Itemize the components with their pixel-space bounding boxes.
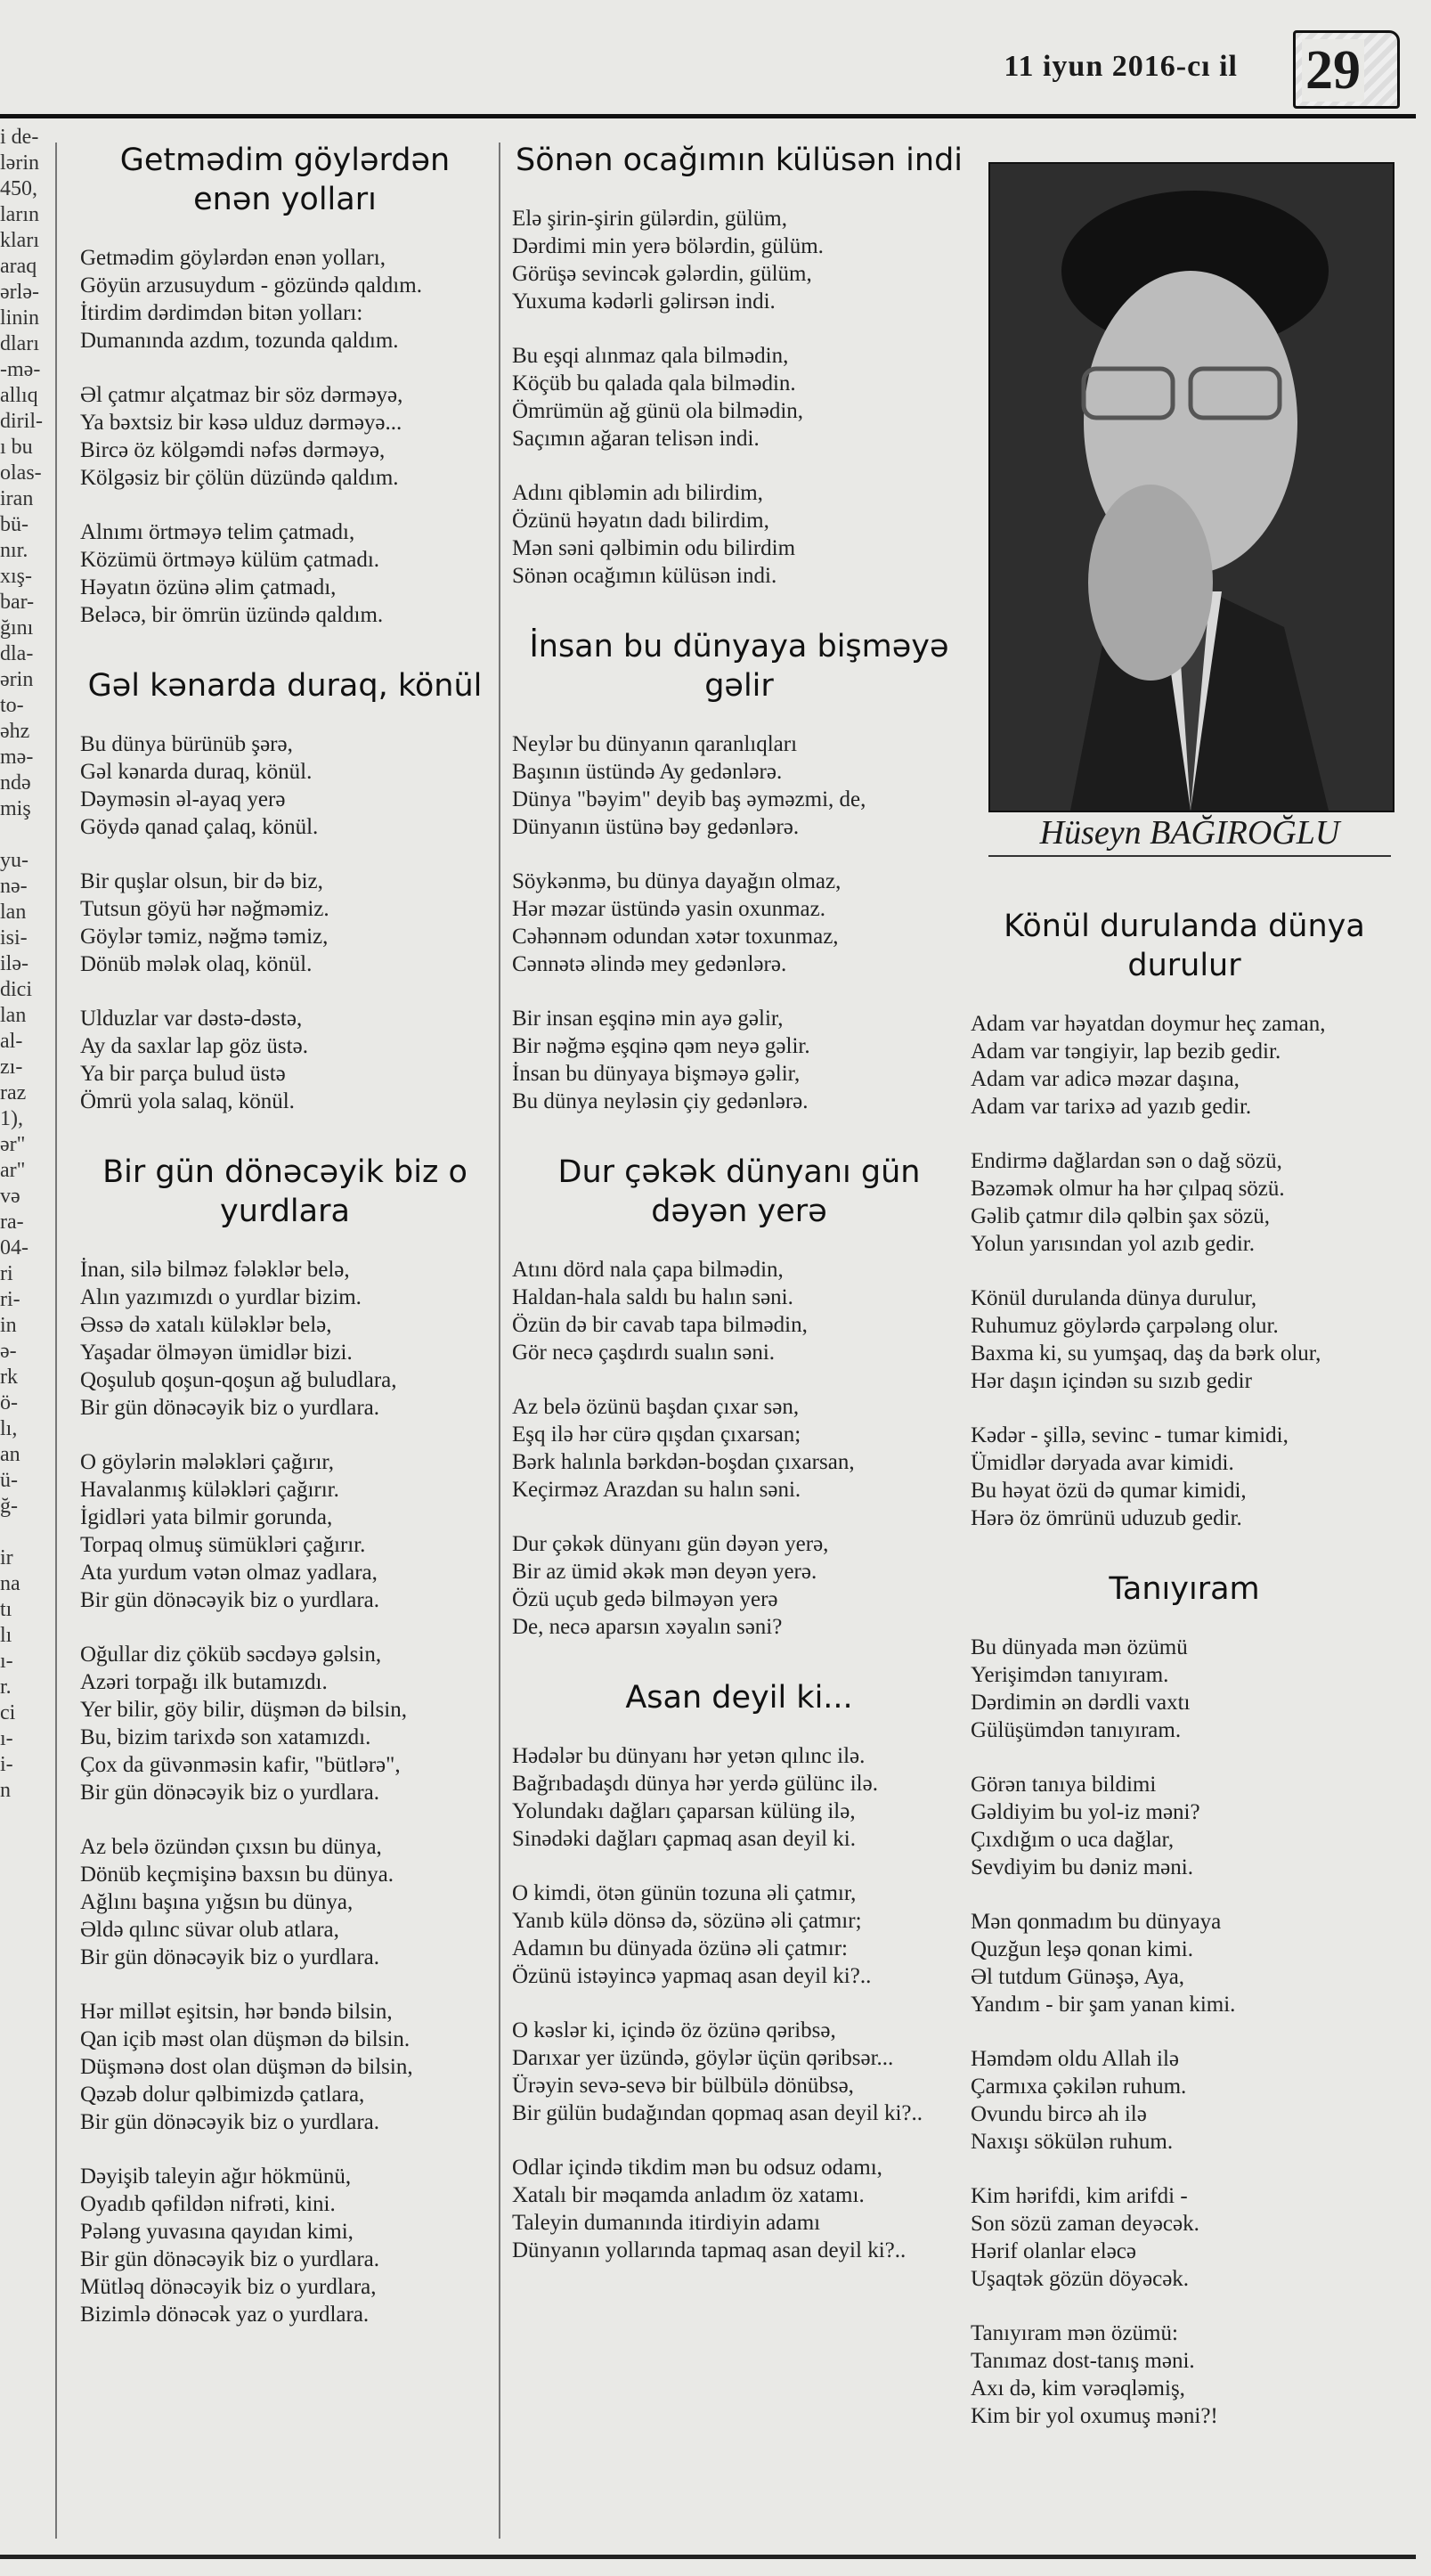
- fragment-line: ra-: [0, 1211, 24, 1234]
- poem-line: Ay da saxlar lap göz üstə.: [80, 1034, 308, 1058]
- poem-line: Adam var adicə məzar daşına,: [971, 1067, 1240, 1091]
- poem-line: Göylər təmiz, nəğmə təmiz,: [80, 925, 329, 949]
- stanza: [512, 1879, 966, 1990]
- fragment-line: ir: [0, 1546, 13, 1569]
- poem-line: Kim bir yol oxumuş məni?!: [971, 2404, 1218, 2428]
- poem-line: Dərdimin ən dərdli vaxtı: [971, 1691, 1191, 1715]
- poem-line: Alın yazımızdı o yurdlar bizim.: [80, 1285, 362, 1309]
- poem-title: Sönən ocağımın külüsən indi: [515, 143, 963, 178]
- fragment-line: allıq: [0, 384, 38, 407]
- fragment-line: [0, 1855, 49, 1881]
- stanza: [80, 1833, 490, 1971]
- poem-line: Atını dörd nala çapa bilmədin,: [512, 1258, 784, 1282]
- stanza: [971, 2045, 1398, 2156]
- poem-title: Getmədim göylərdən enən yolları: [119, 143, 451, 217]
- fragment-line: raz: [0, 1081, 27, 1105]
- fragment-line: in: [0, 1314, 17, 1337]
- poem-line: Tutsun göyü hər nəğməmiz.: [80, 897, 329, 921]
- stanza: [971, 1634, 1398, 1744]
- fragment-line: ərlə-: [0, 281, 39, 304]
- fragment-line: kları: [0, 229, 39, 252]
- poem: [512, 627, 966, 1115]
- footer-rule: [0, 2555, 1416, 2559]
- stanza: [80, 1448, 490, 1614]
- fragment-line: olas-: [0, 461, 42, 485]
- stanza: [512, 1393, 966, 1504]
- poem-line: Oyadıb qəfildən nifrəti, kini.: [80, 2192, 336, 2216]
- poem-line: Keçirməz Arazdan su halın səni.: [512, 1478, 801, 1502]
- poem-line: Başının üstündə Ay gedənlərə.: [512, 760, 783, 784]
- adjacent-column-fragment: [0, 125, 49, 2547]
- poem: [512, 1153, 966, 1641]
- poem-title: Tanıyıram: [1109, 1571, 1260, 1607]
- header-rule: [0, 114, 1416, 118]
- poem-line: Saçımın ağaran telisən indi.: [512, 427, 760, 451]
- stanza: [512, 342, 966, 452]
- poem-line: Torpaq olmuş sümükləri çağırır.: [80, 1533, 366, 1557]
- poem-line: Kədər - şillə, sevinc - tumar kimidi,: [971, 1423, 1289, 1447]
- poem-column-left: [80, 125, 490, 2366]
- poem-line: Axı də, kim vərəqləmiş,: [971, 2376, 1185, 2401]
- fragment-line: əhz: [0, 720, 30, 743]
- stanza: [512, 479, 966, 590]
- poem-line: Bir gün dönəcəyik biz o yurdlara.: [80, 1396, 380, 1420]
- poem: [80, 141, 490, 629]
- poem-line: O kimdi, ötən günün tozuna əli çatmır,: [512, 1881, 857, 1905]
- poem-line: Beləcə, bir ömrün üzündə qaldım.: [80, 603, 384, 627]
- poem-line: İnan, silə bilməz fələklər belə,: [80, 1258, 350, 1282]
- fragment-line: ilə-: [0, 952, 28, 975]
- stanza: [80, 1998, 490, 2136]
- fragment-line: -mə-: [0, 358, 41, 381]
- poem-line: Söykənmə, bu dünya dayağın olmaz,: [512, 869, 842, 893]
- poem-line: Dumanında azdım, tozunda qaldım.: [80, 329, 399, 353]
- poem-line: Gülüşümdən tanıyıram.: [971, 1718, 1182, 1742]
- poem-line: Özün də bir cavab tapa bilmədin,: [512, 1313, 808, 1337]
- fragment-line: 04-: [0, 1236, 28, 1259]
- poem-line: Çıxdığım o uca dağlar,: [971, 1828, 1175, 1852]
- fragment-line: lərin: [0, 151, 39, 175]
- fragment-line: r.: [0, 1675, 12, 1699]
- poem-title: Könül durulanda dünya durulur: [1004, 909, 1365, 983]
- poem-line: Ağlını başına yığsın bu dünya,: [80, 1890, 354, 1914]
- poem-line: Gəlib çatmır dilə qəlbin şax sözü,: [971, 1204, 1271, 1228]
- fragment-line: an: [0, 1443, 20, 1466]
- fragment-line: ı bu: [0, 436, 33, 459]
- poem-line: Bir gün dönəcəyik biz o yurdlara.: [80, 2110, 380, 2134]
- poem-line: Çox da güvənməsin kafir, "bütlərə",: [80, 1753, 401, 1777]
- fragment-line: ı-: [0, 1727, 13, 1750]
- poem-line: Bir quşlar olsun, bir də biz,: [80, 869, 323, 893]
- poem-line: Əssə də xatalı küləklər belə,: [80, 1313, 332, 1337]
- fragment-line: [0, 2088, 49, 2114]
- fragment-line: iran: [0, 487, 34, 510]
- stanza: [512, 868, 966, 978]
- stanza: [971, 1908, 1398, 2018]
- fragment-line: i-: [0, 1753, 13, 1776]
- fragment-line: [0, 1804, 49, 1830]
- stanza: [971, 1147, 1398, 1258]
- poem-line: Adam var təngiyir, lap bezib gedir.: [971, 1039, 1281, 1064]
- fragment-line: diril-: [0, 410, 43, 433]
- poem-line: Bir gün dönəcəyik biz o yurdlara.: [80, 1588, 380, 1612]
- poem-line: Hərə öz ömrünü uduzub gedir.: [971, 1506, 1242, 1530]
- fragment-line: na: [0, 1572, 20, 1595]
- poem-line: Dəyişib taleyin ağır hökmünü,: [80, 2164, 352, 2189]
- poem-line: Hər məzar üstündə yasin oxunmaz.: [512, 897, 825, 921]
- fragment-line: tı: [0, 1598, 12, 1621]
- fragment-line: i de-: [0, 126, 39, 149]
- poem-line: Ata yurdum vətən olmaz yadlara,: [80, 1561, 378, 1585]
- poem-line: Endirmə dağlardan sən o dağ sözü,: [971, 1149, 1282, 1173]
- poem-line: Yer bilir, göy bilir, düşmən də bilsin,: [80, 1698, 407, 1722]
- poem-line: Qan içib məst olan düşmən də bilsin.: [80, 2027, 411, 2051]
- poem-line: Ömrümün ağ günü ola bilmədin,: [512, 399, 804, 423]
- poem-line: Gəldiyim bu yol-iz məni?: [971, 1800, 1200, 1824]
- poem-line: Dönüb keçmişinə baxsın bu dünya.: [80, 1863, 394, 1887]
- poem-line: Ovundu bircə ah ilə: [971, 2102, 1147, 2126]
- fragment-line: [0, 1830, 49, 1855]
- poem-line: Hərif olanlar eləcə: [971, 2239, 1136, 2263]
- poem-line: Kim hərifdi, kim arifdi -: [971, 2184, 1188, 2208]
- fragment-line: rk: [0, 1365, 18, 1389]
- fragment-line: yu-: [0, 849, 28, 872]
- poem-line: Sinədəki dağları çapmaq asan deyil ki.: [512, 1827, 856, 1851]
- fragment-line: to-: [0, 694, 24, 717]
- poem-line: Haldan-hala saldı bu halın səni.: [512, 1285, 793, 1309]
- fragment-line: 450,: [0, 177, 37, 200]
- fragment-line: al-: [0, 1030, 23, 1053]
- poem-line: Özünü istəyincə yapmaq asan deyil ki?..: [512, 1964, 872, 1988]
- poem-line: Adamın bu dünyada özünə əli çatmır:: [512, 1936, 848, 1961]
- poem-line: Hər daşın içindən su sızıb gedir: [971, 1369, 1252, 1393]
- poem-line: Közümü örtməyə külüm çatmadı.: [80, 548, 380, 572]
- stanza: [512, 1005, 966, 1115]
- poem-column-right: [971, 891, 1398, 2467]
- fragment-line: lan: [0, 901, 27, 924]
- fragment-line: ndə: [0, 771, 31, 795]
- fragment-line: [0, 1520, 49, 1545]
- poem-line: Bərk halınla bərkdən-boşdan çıxarsan,: [512, 1450, 855, 1474]
- fragment-line: ğ-: [0, 1495, 18, 1518]
- poem-line: Yaşadar ölməyən ümidlər bizi.: [80, 1341, 353, 1365]
- poem-line: Odlar içində tikdim mən bu odsuz odamı,: [512, 2156, 882, 2180]
- poem-line: Gəl kənarda duraq, könül.: [80, 760, 313, 784]
- poem-line: O kəslər ki, içində öz özünə qəribsə,: [512, 2018, 836, 2042]
- poem: [512, 141, 966, 590]
- poem-line: Bir nəğmə eşqinə qəm neyə gəlir.: [512, 1034, 810, 1058]
- poem-line: Həyatın özünə əlim çatmadı,: [80, 575, 337, 599]
- poem-line: Ya bəxtsiz bir kəsə ulduz dərməyə...: [80, 411, 402, 435]
- fragment-line: 1),: [0, 1107, 23, 1130]
- poem-line: Dünyanın yollarında tapmaq asan deyil ki?..: [512, 2238, 907, 2262]
- poem-line: Cənnətə əlində mey gedənlərə.: [512, 952, 787, 976]
- poem-line: Uşaqtək gözün döyəcək.: [971, 2267, 1190, 2291]
- poem-line: Görən tanıya bildimi: [971, 1773, 1157, 1797]
- poem-line: Bu həyat özü də qumar kimidi,: [971, 1479, 1247, 1503]
- poem-line: Az belə özünü başdan çıxar sən,: [512, 1395, 800, 1419]
- poem-line: Qoşulub qoşun-qoşun ağ buludlara,: [80, 1368, 397, 1392]
- poem-line: Tanıyıram mən özümü:: [971, 2321, 1178, 2345]
- fragment-line: nır.: [0, 539, 28, 562]
- poem-line: Hər millət eşitsin, hər bəndə bilsin,: [80, 2000, 393, 2024]
- fragment-line: lan: [0, 1004, 27, 1027]
- fragment-line: [0, 2010, 49, 2036]
- poem-line: Bizimlə dönəcək yaz o yurdlara.: [80, 2303, 370, 2327]
- poem-line: İgidləri yata bilmir gorunda,: [80, 1505, 333, 1529]
- poem-line: Sevdiyim bu dəniz məni.: [971, 1855, 1193, 1879]
- poem-line: Bir gün dönəcəyik biz o yurdlara.: [80, 1781, 380, 1805]
- poem-line: Mən qonmadım bu dünyaya: [971, 1910, 1222, 1934]
- poem-title: Dur çəkək dünyanı gün dəyən yerə: [557, 1154, 921, 1229]
- fragment-line: ci: [0, 1701, 16, 1724]
- fragment-line: lı: [0, 1624, 12, 1647]
- column-divider: [55, 143, 57, 2539]
- stanza: [512, 2017, 966, 2127]
- fragment-line: araq: [0, 255, 37, 278]
- poem-line: İtirdim dərdimdən bitən yolları:: [80, 301, 363, 325]
- fragment-line: [0, 2062, 49, 2088]
- fragment-line: ri: [0, 1262, 13, 1285]
- poem-line: Ruhumuz göylərdə çarpələng olur.: [971, 1314, 1279, 1338]
- stanza: [80, 730, 490, 841]
- stanza: [512, 1530, 966, 1641]
- poem-line: Yanıb külə dönsə də, sözünə əli çatmır;: [512, 1909, 862, 1933]
- issue-date: 11 iyun 2016-cı il: [1004, 50, 1238, 83]
- fragment-line: [0, 1881, 49, 1907]
- poem-line: Xatalı bir məqamda anladım öz xatamı.: [512, 2183, 865, 2207]
- poem: [971, 1569, 1398, 2430]
- poem-line: Özü uçub gedə bilməyən yerə: [512, 1587, 778, 1611]
- poem-line: Dünya "bəyim" deyib baş əyməzmi, de,: [512, 787, 866, 811]
- poem-line: Düşmənə dost olan düşmən də bilsin,: [80, 2055, 413, 2079]
- fragment-line: [0, 1933, 49, 1959]
- fragment-line: ri-: [0, 1288, 20, 1311]
- poem-line: Yolun yarısından yol azıb gedir.: [971, 1232, 1255, 1256]
- fragment-line: dici: [0, 978, 32, 1001]
- fragment-line: linin: [0, 306, 40, 330]
- stanza: [80, 381, 490, 492]
- poem-line: Mütləq dönəcəyik biz o yurdlara,: [80, 2275, 377, 2299]
- poem-line: Quzğun leşə qonan kimi.: [971, 1937, 1193, 1961]
- poem: [512, 1678, 966, 2264]
- poem-line: Havalanmış küləkləri çağırır.: [80, 1478, 339, 1502]
- poem-line: Alnımı örtməyə telim çatmadı,: [80, 520, 355, 544]
- poem-line: Bu dünya neyləsin çiy gedənlərə.: [512, 1089, 809, 1113]
- poem-line: Özünü həyatın dadı bilirdim,: [512, 509, 769, 533]
- stanza: [512, 2154, 966, 2264]
- stanza: [80, 1256, 490, 1422]
- author-photo: [988, 162, 1394, 812]
- fragment-line: və: [0, 1185, 20, 1208]
- poem-line: O göylərin mələkləri çağırır,: [80, 1450, 334, 1474]
- poem-line: Bir gün dönəcəyik biz o yurdlara.: [80, 1945, 380, 1969]
- stanza: [80, 2163, 490, 2328]
- poem-line: Qəzəb dolur qəlbimizdə çatlara,: [80, 2083, 365, 2107]
- fragment-line: n: [0, 1779, 11, 1802]
- fragment-line: miş: [0, 797, 31, 820]
- fragment-line: ö-: [0, 1391, 18, 1414]
- stanza: [512, 205, 966, 315]
- fragment-line: lı,: [0, 1417, 18, 1440]
- stanza: [971, 2182, 1398, 2293]
- poem-line: Ümidlər dəryada avar kimidi.: [971, 1451, 1234, 1475]
- poem-line: Bir gülün budağından qopmaq asan deyil ki?..: [512, 2101, 923, 2125]
- poem-line: Yerişimdən tanıyıram.: [971, 1663, 1169, 1687]
- poem-line: Az belə özündən çıxsın bu dünya,: [80, 1835, 382, 1859]
- poem-line: Dönüb mələk olaq, könül.: [80, 952, 313, 976]
- poem-line: Dünyanın üstünə bəy gedənlərə.: [512, 815, 800, 839]
- stanza: [971, 1422, 1398, 1532]
- poem-line: Azəri torpağı ilk butamızdı.: [80, 1670, 328, 1694]
- fragment-line: [0, 822, 49, 848]
- fragment-line: ər": [0, 1133, 26, 1156]
- poem-line: Sönən ocağımın külüsən indi.: [512, 564, 777, 588]
- poem-title: İnsan bu dünyaya bişməyə gəlir: [529, 629, 949, 704]
- poem: [80, 1153, 490, 2328]
- page-number-badge: [1293, 30, 1400, 109]
- poem-line: Bu dünya bürünüb şərə,: [80, 732, 293, 756]
- poem-line: Könül durulanda dünya durulur,: [971, 1286, 1257, 1310]
- poem-line: Oğullar diz çöküb səcdəyə gəlsin,: [80, 1643, 382, 1667]
- poem-line: Bağrıbadaşdı dünya hər yerdə gülünc ilə.: [512, 1772, 878, 1796]
- poem-line: Yuxuma kədərli gəlirsən indi.: [512, 289, 776, 314]
- stanza: [971, 1284, 1398, 1395]
- poem-line: Dur çəkək dünyanı gün dəyən yerə,: [512, 1532, 829, 1556]
- fragment-line: mə-: [0, 746, 34, 769]
- poem-line: Bir insan eşqinə min ayə gəlir,: [512, 1007, 784, 1031]
- stanza: [512, 1742, 966, 1853]
- poem-line: Kölgəsiz bir çölün düzündə qaldım.: [80, 466, 399, 490]
- poem-line: Göydə qanad çalaq, könül.: [80, 815, 319, 839]
- poem-line: Dəyməsin əl-ayaq yerə: [80, 787, 286, 811]
- poem-line: Bir az ümid əkək mən deyən yerə.: [512, 1560, 817, 1584]
- poem-line: Ya bir parça bulud üstə: [80, 1062, 286, 1086]
- fragment-line: ların: [0, 203, 39, 226]
- poem-line: Adam var tarixə ad yazıb gedir.: [971, 1095, 1252, 1119]
- poem-line: Yolundakı dağları çaparsan külüng ilə,: [512, 1799, 856, 1823]
- poem-line: Cəhənnəm odundan xətər toxunmaz,: [512, 925, 839, 949]
- fragment-line: bar-: [0, 591, 35, 614]
- poem-line: Hədələr bu dünyanı hər yetən qılınc ilə.: [512, 1744, 866, 1768]
- fragment-line: isi-: [0, 926, 28, 950]
- stanza: [971, 1771, 1398, 1881]
- page-number: 29: [1302, 39, 1364, 102]
- fragment-line: [0, 1985, 49, 2010]
- fragment-line: nə-: [0, 875, 28, 898]
- poem-line: Adını qibləmin adı bilirdim,: [512, 481, 763, 505]
- poem-line: Eşq ilə hər cürə qışdan çıxarsan;: [512, 1423, 801, 1447]
- portrait-image: [990, 164, 1393, 811]
- poem-line: Adam var həyatdan doymur heç zaman,: [971, 1012, 1326, 1036]
- column-divider: [499, 143, 500, 2539]
- poem-column-middle: [512, 125, 966, 2302]
- fragment-line: [0, 1907, 49, 1933]
- poem-line: Ömrü yola salaq, könül.: [80, 1089, 295, 1113]
- poem-title: Gəl kənarda duraq, könül: [87, 668, 483, 704]
- poem-line: Ürəyin sevə-sevə bir bülbülə dönübsə,: [512, 2074, 854, 2098]
- fragment-line: [0, 1959, 49, 1985]
- poem-title: Asan deyil ki...: [625, 1680, 853, 1716]
- fragment-line: ı-: [0, 1650, 13, 1673]
- poem-line: Neylər bu dünyanın qaranlıqları: [512, 732, 798, 756]
- poem-line: Həmdəm oldu Allah ilə: [971, 2047, 1179, 2071]
- stanza: [80, 244, 490, 355]
- stanza: [512, 1256, 966, 1366]
- poem-line: Ulduzlar var dəstə-dəstə,: [80, 1007, 303, 1031]
- poem-line: Taleyin dumanında itirdiyin adamı: [512, 2211, 821, 2235]
- poem-line: İnsan bu dünyaya bişməyə gəlir,: [512, 1062, 801, 1086]
- poem-line: Mən səni qəlbimin odu bilirdim: [512, 536, 796, 560]
- fragment-line: [0, 2036, 49, 2062]
- poem-line: Yandım - bir şam yanan kimi.: [971, 1993, 1236, 2017]
- poem-line: De, necə aparsın xəyalın səni?: [512, 1615, 783, 1639]
- fragment-line: bü-: [0, 513, 28, 536]
- poem-line: Əl çatmır alçatmaz bir söz dərməyə,: [80, 383, 403, 407]
- poem-line: Darıxar yer üzündə, göylər üçün qəribsər...: [512, 2046, 894, 2070]
- fragment-line: ə-: [0, 1340, 17, 1363]
- poem-line: Görüşə sevincək gələrdin, gülüm,: [512, 262, 812, 286]
- fragment-line: xış-: [0, 565, 32, 588]
- fragment-line: zı-: [0, 1056, 23, 1079]
- stanza: [80, 868, 490, 978]
- stanza: [80, 1641, 490, 1806]
- poem: [971, 907, 1398, 1532]
- poem: [80, 666, 490, 1115]
- poem-line: Göyün arzusuydum - gözündə qaldım.: [80, 273, 422, 298]
- poem-line: Bu dünyada mən özümü: [971, 1635, 1188, 1659]
- fragment-line: ü-: [0, 1469, 18, 1492]
- fragment-line: dla-: [0, 642, 34, 665]
- stanza: [971, 2319, 1398, 2430]
- poem-line: Bəzəmək olmur ha hər çılpaq sözü.: [971, 1177, 1285, 1201]
- poem-line: Son sözü zaman deyəcək.: [971, 2212, 1199, 2236]
- poem-line: Bu, bizim tarixdə son xatamızdı.: [80, 1725, 371, 1749]
- poem-line: Əl tutdum Günəşə, Aya,: [971, 1965, 1185, 1989]
- stanza: [80, 518, 490, 629]
- poem-line: Tanımaz dost-tanış məni.: [971, 2349, 1195, 2373]
- fragment-line: dları: [0, 332, 39, 355]
- poem-line: Getmədim göylərdən enən yolları,: [80, 246, 386, 270]
- poem-line: Əldə qılınc süvar olub atlara,: [80, 1918, 339, 1942]
- poem-line: Elə şirin-şirin gülərdin, gülüm,: [512, 207, 787, 231]
- fragment-line: ərin: [0, 668, 34, 691]
- poem-line: Baxma ki, su yumşaq, daş da bərk olur,: [971, 1341, 1321, 1365]
- fragment-line: ar": [0, 1159, 26, 1182]
- poem-line: Gör necə çaşdırdı sualın səni.: [512, 1341, 776, 1365]
- poem-line: Bircə öz kölgəmdi nəfəs dərməyə,: [80, 438, 386, 462]
- poem-title: Bir gün dönəcəyik biz o yurdlara: [102, 1154, 468, 1229]
- poem-line: Naxışı sökülən ruhum.: [971, 2130, 1174, 2154]
- poem-line: Dərdimi min yerə bölərdin, gülüm.: [512, 234, 824, 258]
- fragment-line: ğını: [0, 616, 34, 640]
- poem-line: Pələng yuvasına qayıdan kimi,: [80, 2220, 354, 2244]
- stanza: [971, 1010, 1398, 1121]
- stanza: [512, 730, 966, 841]
- poem-line: Köçüb bu qalada qala bilmədin.: [512, 371, 796, 395]
- stanza: [80, 1005, 490, 1115]
- poem-line: Bir gün dönəcəyik biz o yurdlara.: [80, 2247, 380, 2271]
- poem-line: Çarmıxa çəkilən ruhum.: [971, 2075, 1187, 2099]
- poem-line: Bu eşqi alınmaz qala bilmədin,: [512, 344, 789, 368]
- photo-caption: Hüseyn BAĞIROĞLU: [988, 811, 1391, 857]
